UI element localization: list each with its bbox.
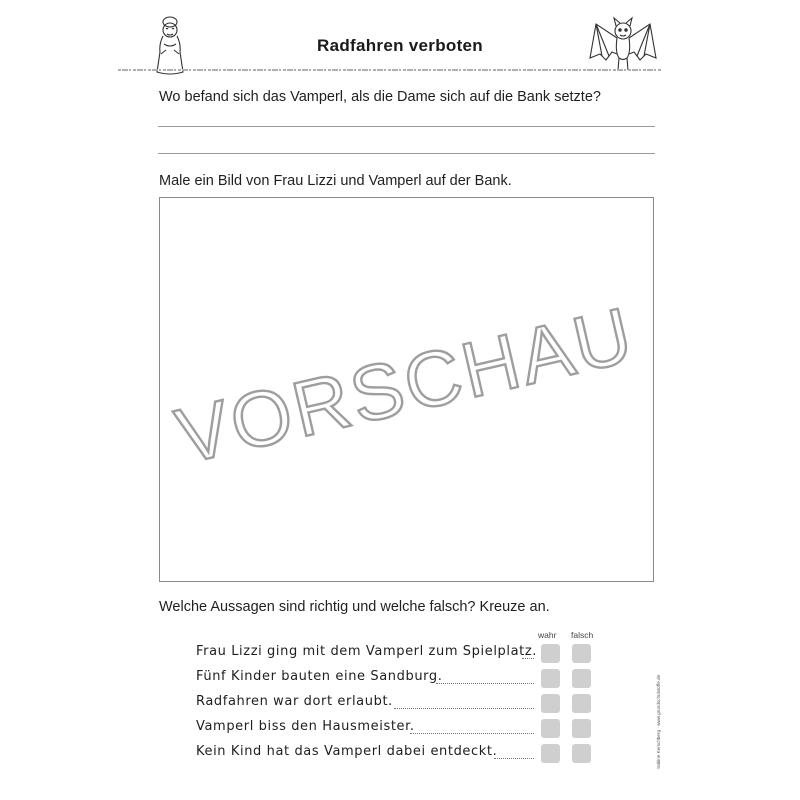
false-checkbox[interactable] bbox=[572, 669, 591, 688]
true-checkbox[interactable] bbox=[541, 669, 560, 688]
header-divider bbox=[118, 68, 662, 72]
leader-dots bbox=[494, 758, 534, 759]
true-checkbox[interactable] bbox=[541, 644, 560, 663]
statement-text: Radfahren war dort erlaubt. bbox=[196, 694, 393, 709]
statement-row bbox=[196, 669, 596, 691]
bat-illustration bbox=[588, 14, 658, 76]
answer-line-1[interactable] bbox=[158, 126, 655, 127]
statement-text: Vamperl biss den Hausmeister. bbox=[196, 719, 415, 734]
question-2: Male ein Bild von Frau Lizzi und Vamperl auf der Bank. bbox=[159, 173, 512, 189]
true-checkbox[interactable] bbox=[541, 744, 560, 763]
page-title: Radfahren verboten bbox=[317, 36, 483, 55]
watermark-text: VORSCHAU bbox=[168, 289, 643, 481]
false-checkbox[interactable] bbox=[572, 694, 591, 713]
question-3: Welche Aussagen sind richtig und welche falsch? Kreuze an. bbox=[159, 599, 550, 615]
leader-dots bbox=[436, 683, 534, 684]
statement-text: Kein Kind hat das Vamperl dabei entdeckt. bbox=[196, 744, 498, 759]
column-header-false: falsch bbox=[571, 630, 594, 640]
statement-row bbox=[196, 744, 596, 766]
statement-text: Frau Lizzi ging mit dem Vamperl zum Spielplatz. bbox=[196, 644, 538, 659]
leader-dots bbox=[394, 708, 534, 709]
leader-dots bbox=[410, 733, 534, 734]
statement-text: Fünf Kinder bauten eine Sandburg. bbox=[196, 669, 443, 684]
column-header-true: wahr bbox=[538, 630, 557, 640]
drawing-area[interactable] bbox=[159, 197, 654, 582]
false-checkbox[interactable] bbox=[572, 744, 591, 763]
false-checkbox[interactable] bbox=[572, 644, 591, 663]
statement-row bbox=[196, 719, 596, 741]
old-lady-illustration bbox=[150, 14, 190, 76]
leader-dots bbox=[522, 658, 534, 659]
true-checkbox[interactable] bbox=[541, 719, 560, 738]
question-1: Wo befand sich das Vamperl, als die Dame sich auf die Bank setzte? bbox=[159, 89, 601, 105]
statement-row bbox=[196, 644, 596, 666]
statement-row bbox=[196, 694, 596, 716]
credit-text: Sabine Kerschberg · www.grundschulstoffe.de bbox=[656, 674, 661, 769]
false-checkbox[interactable] bbox=[572, 719, 591, 738]
true-checkbox[interactable] bbox=[541, 694, 560, 713]
answer-line-2[interactable] bbox=[158, 153, 655, 154]
side-credit bbox=[651, 665, 665, 770]
